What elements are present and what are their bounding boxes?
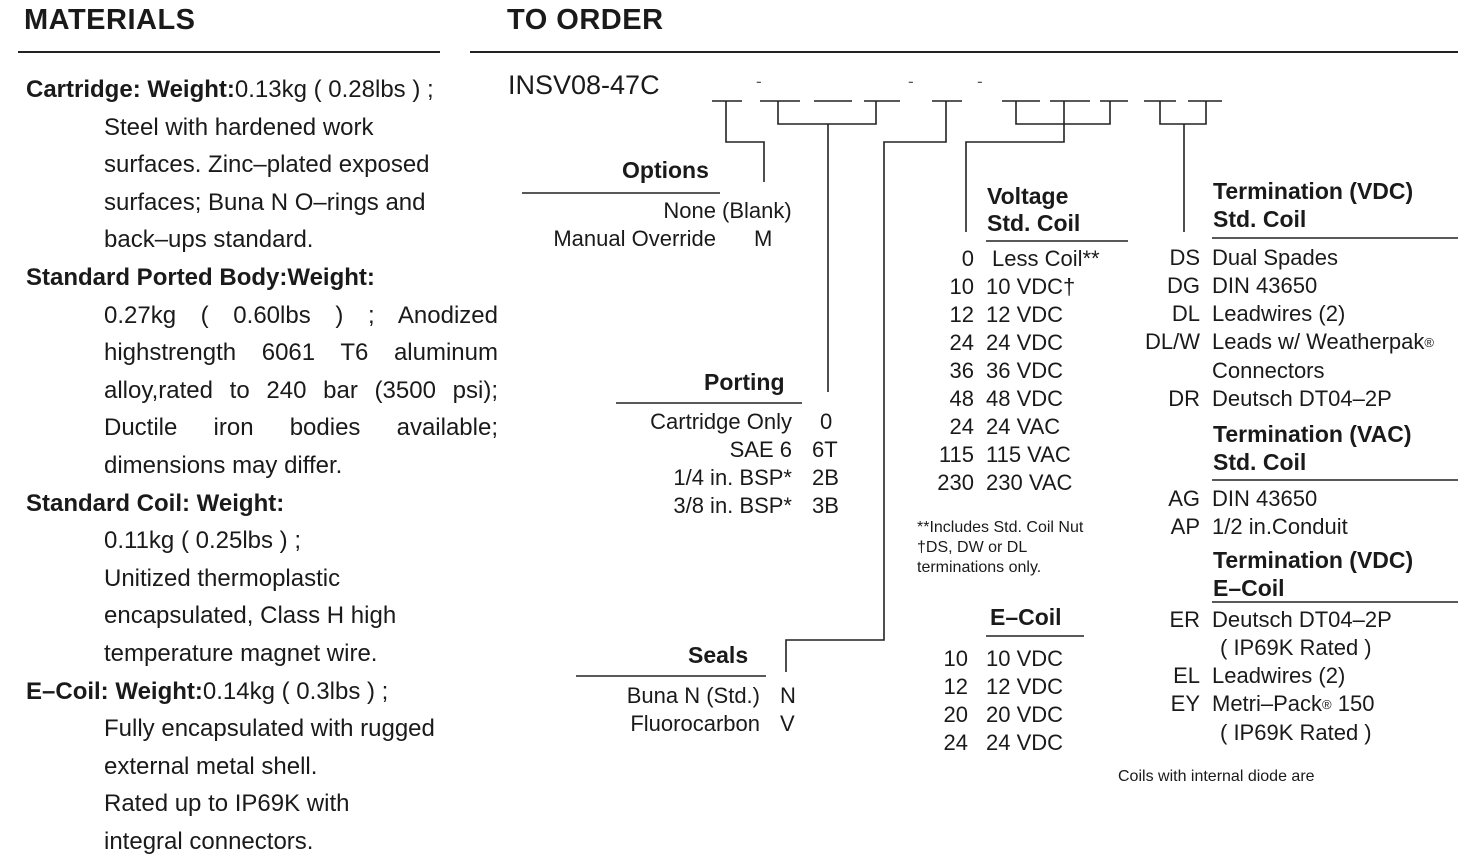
- porting-row: SAE 6 6T: [729, 437, 838, 462]
- term-row: DL Leadwires (2): [1171, 301, 1346, 326]
- voltage-rows: [920, 245, 1100, 497]
- ecoil-row: 24 24 VDC: [943, 730, 1064, 755]
- body-line: dimensions may differ.: [104, 451, 343, 479]
- voltage-notes: **Includes Std. Coil Nut †DS, DW or DL terminations only.: [917, 519, 1084, 576]
- porting-title: Porting: [704, 369, 785, 395]
- coil-line: temperature magnet wire.: [104, 639, 378, 667]
- voltage-row: 48 48 VDC: [949, 386, 1064, 411]
- ecoil-line: integral connectors.: [104, 827, 314, 855]
- term-row: EL Leadwires (2): [1173, 663, 1346, 688]
- voltage-row: 36 36 VDC: [949, 358, 1064, 383]
- body-line: Ductile iron bodies available;: [104, 414, 498, 442]
- cartridge-heading: Cartridge: Weight:0.13kg ( 0.28lbs ) ;: [26, 76, 434, 103]
- voltage-row: 115 115 VAC: [938, 442, 1071, 467]
- term-row: ER Deutsch DT04–2P: [1169, 607, 1392, 632]
- term-row: DS Dual Spades: [1169, 245, 1338, 270]
- dash-separator: -: [977, 72, 983, 91]
- dash-separator: -: [908, 72, 914, 91]
- voltage-row: 230 230 VAC: [937, 470, 1073, 495]
- term-row: DG DIN 43650: [1167, 273, 1318, 298]
- ecoil-heading: E–Coil: Weight:0.14kg ( 0.3lbs ) ;: [26, 677, 389, 705]
- ecoil-line: Fully encapsulated with rugged: [104, 715, 435, 743]
- term-row: DL/W Leads w/ Weatherpak®: [1145, 329, 1434, 354]
- seals-title: Seals: [688, 642, 749, 668]
- voltage-row: 10 10 VDC†: [949, 274, 1076, 299]
- term-vac-title: Termination (VAC) Std. Coil: [1213, 421, 1412, 475]
- voltage-title: Voltage Std. Coil: [987, 183, 1081, 236]
- coil-line: 0.11kg ( 0.25lbs ) ;: [104, 527, 301, 555]
- options-row: None (Blank): [663, 198, 792, 223]
- ecoil-line: Rated up to IP69K with: [104, 790, 350, 818]
- options-title: Options: [622, 157, 709, 183]
- term-row: ( IP69K Rated ): [1220, 635, 1372, 660]
- options-row: Manual Override M: [553, 226, 773, 251]
- ecoil-row: 10 10 VDC: [943, 646, 1064, 671]
- coil-line: Unitized thermoplastic: [104, 564, 341, 592]
- voltage-row: 12 12 VDC: [949, 302, 1064, 327]
- term-vdc-rows: [1128, 244, 1434, 413]
- to-order-heading: TO ORDER: [507, 4, 664, 36]
- cartridge-line: surfaces; Buna N O–rings and: [104, 188, 426, 216]
- model-number: INSV08-47C: [508, 70, 660, 100]
- ecoil-row: 20 20 VDC: [943, 702, 1064, 727]
- term-vdc-title: Termination (VDC) Std. Coil: [1213, 178, 1414, 232]
- coil-heading: Standard Coil: Weight:: [26, 489, 285, 517]
- porting-row: 1/4 in. BSP* 2B: [673, 465, 839, 490]
- ecoil-line: external metal shell.: [104, 752, 318, 780]
- term-row: AG DIN 43650: [1168, 486, 1318, 511]
- coil-line: encapsulated, Class H high: [104, 602, 397, 630]
- materials-heading: MATERIALS: [24, 4, 196, 36]
- seals-row: Fluorocarbon V: [630, 711, 795, 736]
- term-row: ( IP69K Rated ): [1220, 720, 1372, 745]
- diode-note: Coils with internal diode are: [1118, 768, 1315, 785]
- body-line: alloy,rated to 240 bar (3500 psi);: [104, 376, 498, 404]
- seals-rows: [560, 682, 796, 738]
- body-line: 0.27kg ( 0.60lbs ) ; Anodized: [104, 301, 498, 329]
- dash-separator: -: [756, 72, 762, 91]
- cartridge-line: surfaces. Zinc–plated exposed: [104, 151, 430, 179]
- voltage-row: 24 24 VAC: [949, 414, 1061, 439]
- porting-rows: [600, 408, 839, 520]
- ecoil-row: 12 12 VDC: [943, 674, 1064, 699]
- ecoil-rows: [920, 645, 1063, 757]
- cartridge-line: Steel with hardened work: [104, 113, 374, 141]
- seals-row: Buna N (Std.) N: [626, 683, 796, 708]
- term-vac-rows: [1128, 485, 1348, 541]
- voltage-row: 0 Less Coil**: [961, 246, 1100, 271]
- term-row: EY Metri–Pack® 150: [1170, 691, 1375, 716]
- voltage-row: 24 24 VDC: [949, 330, 1064, 355]
- cartridge-line: back–ups standard.: [104, 226, 314, 254]
- porting-row: Cartridge Only 0: [650, 409, 833, 434]
- body-line: highstrength 6061 T6 aluminum: [104, 339, 498, 367]
- term-row: DR Deutsch DT04–2P: [1168, 386, 1392, 411]
- term-ecoil-rows: [1128, 606, 1392, 747]
- body-heading: Standard Ported Body:Weight:: [26, 263, 375, 291]
- term-ecoil-title: Termination (VDC) E–Coil: [1213, 547, 1414, 601]
- term-row: AP 1/2 in.Conduit: [1170, 514, 1348, 539]
- ecoil-title: E–Coil: [990, 604, 1062, 630]
- term-row: Connectors: [1212, 358, 1325, 383]
- porting-row: 3/8 in. BSP* 3B: [673, 493, 839, 518]
